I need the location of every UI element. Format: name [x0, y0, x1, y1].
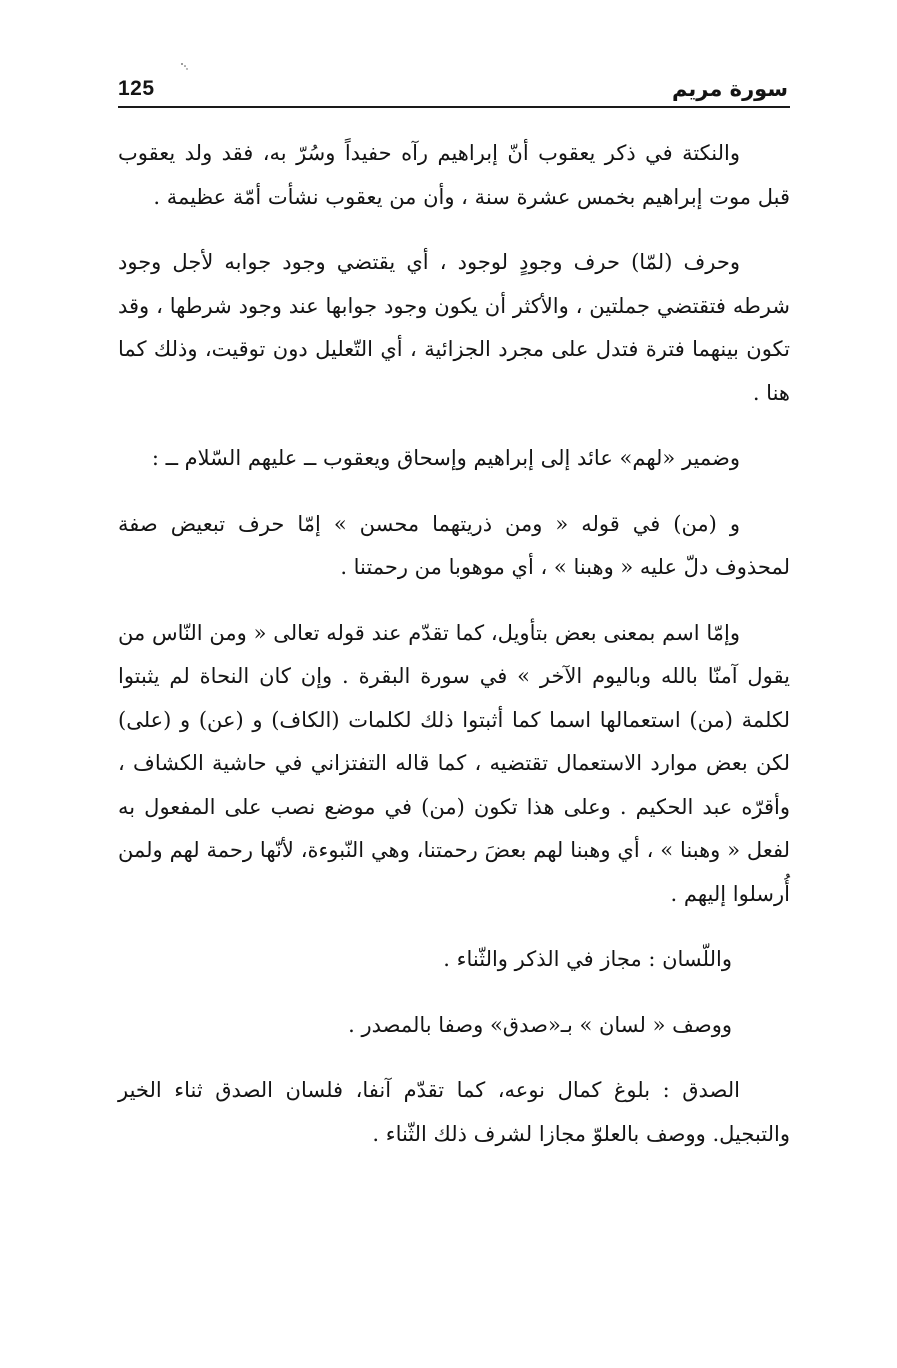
paragraph-lamma-particle: وحرف (لمّا) حرف وجودٍ لوجود ، أي يقتضي وجود جوابه لأجل وجود شرطه فتقتضي جملتين ، والأكثر أن يكون وجود جوابها عند وجود شرطها ، وقد تكون بينهما فترة فتدل على مجرد الجزائية ، أي التّعليل دون توقيت، وذلك كما هنا . — [118, 250, 790, 405]
page-header — [118, 76, 788, 106]
header-divider — [118, 106, 790, 108]
body-text — [118, 132, 790, 1178]
paragraph-min-noun: وإمّا اسم بمعنى بعض بتأويل، كما تقدّم عند قوله تعالى « ومن النّاس من يقول آمنّا بالله وباليوم الآخر » في سورة البقرة . وإن كان النحاة لم يثبتوا لكلمة (من) استعمالها اسما كما أثبتوا ذلك لكلمات (الكاف) و (عن) و (على) لكن بعض موارد الاستعمال تقتضيه ، كما قاله التفتزاني في حاشية الكشاف ، وأقرّه عبد الحكيم . وعلى هذا تكون (من) في موضع نصب على المفعول به لفعل « وهبنا » ، أي وهبنا لهم بعضَ رحمتنا، وهي النّبوءة، لأنّها رحمة لهم ولمن أُرسلوا إليهم . — [118, 620, 790, 906]
paragraph-jacob-note: والنكتة في ذكر يعقوب أنّ إبراهيم رآه حفيداً وسُرّ به، فقد ولد يعقوب قبل موت إبراهيم بخمس عشرة سنة ، وأن من يعقوب نشأت أمّة عظيمة . — [118, 141, 790, 209]
paragraph-lisan: واللّسان : مجاز في الذكر والثّناء . — [443, 947, 732, 971]
paragraph-pronoun-lahum: وضمير «لهم» عائد إلى إبراهيم وإسحاق ويعقوب ــ عليهم السّلام ــ : — [151, 446, 740, 470]
paragraph-sidq: الصدق : بلوغ كمال نوعه، كما تقدّم آنفا، فلسان الصدق ثناء الخير والتبجيل. ووصف بالعلوّ مجازا لشرف ذلك الثّناء . — [118, 1078, 790, 1146]
paragraph-min-partitive: و (من) في قوله « ومن ذريتهما محسن » إمّا حرف تبعيض صفة لمحذوف دلّ عليه « وهبنا » ، أي موهوبا من رحمتنا . — [118, 511, 790, 579]
running-title: سورة مريم — [671, 77, 788, 101]
page-number: 125 — [118, 77, 155, 100]
paragraph-lisan-sidq: ووصف « لسان » بـ«صدق» وصفا بالمصدر . — [348, 1012, 732, 1037]
ink-speck-icon — [180, 62, 189, 71]
